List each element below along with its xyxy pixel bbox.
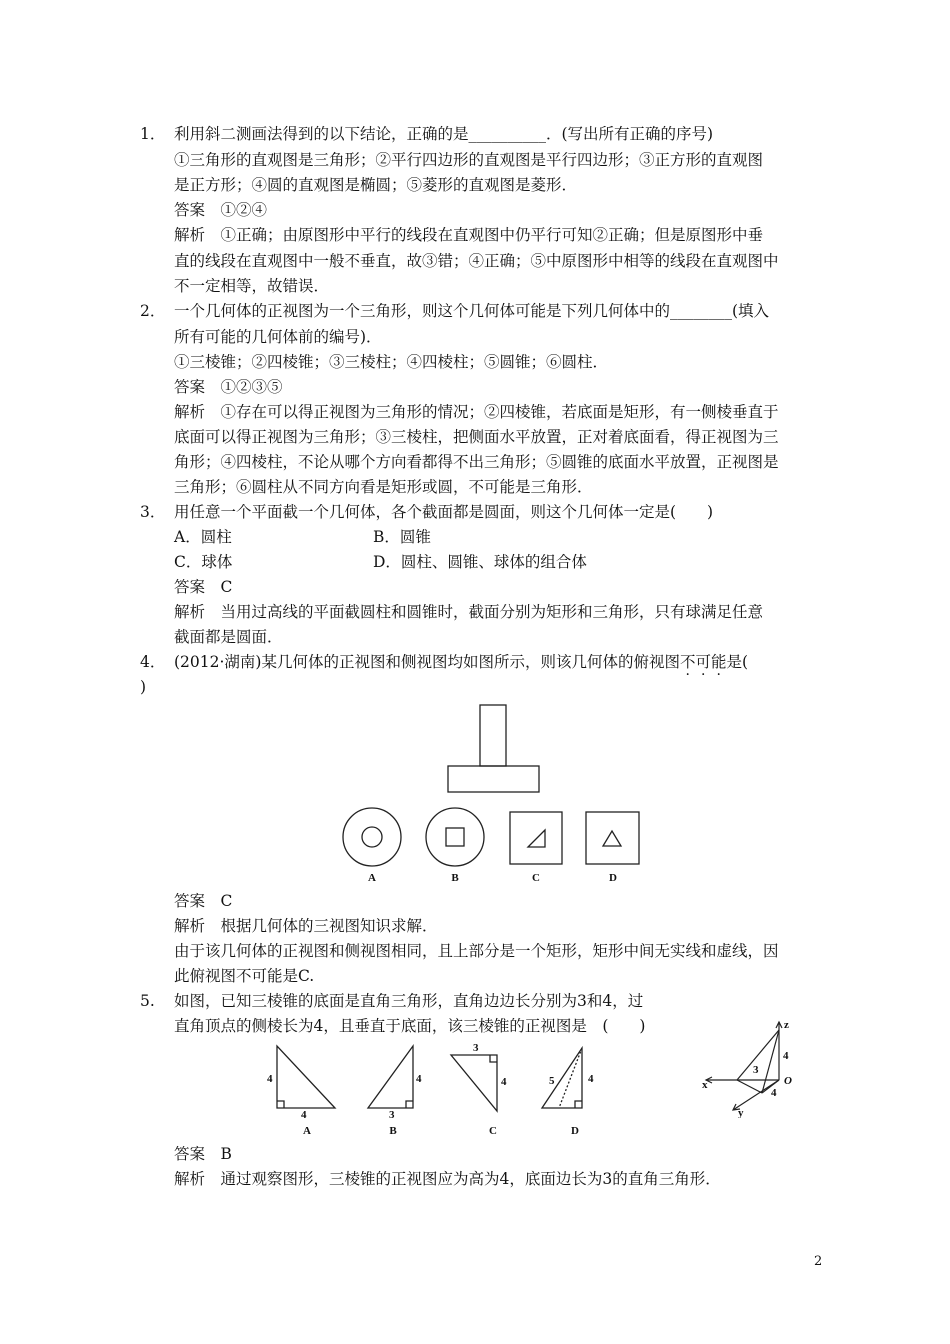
pyramid-edge-label-3: 3: [753, 1064, 759, 1076]
q2-analysis-line-4: 三角形；⑥圆柱从不同方向看是矩形或圆，不可能是三角形．: [174, 478, 593, 496]
q3-number: 3．: [140, 503, 166, 521]
q3-option-a: A．圆柱: [174, 528, 232, 546]
q4-stem-prefix: (2012·湖南)某几何体的正视图和侧视图均如图所示，则该几何体的俯视图: [174, 653, 680, 671]
q4-stem-line-2: ): [140, 678, 147, 696]
q5-c-top-label: 3: [473, 1042, 479, 1054]
q2-analysis-line-1: 解析 ①存在可以得正视图为三角形的情况；②四棱锥，若底面是矩形，有一侧棱垂直于: [174, 403, 779, 421]
q5-option-c-right-angle: [490, 1055, 497, 1062]
q1-analysis-line-1: 解析 ①正确；由原图形中平行的线段在直观图中仍平行可知②正确；但是原图形中垂: [174, 226, 764, 244]
q5-option-b-right-angle: [406, 1101, 413, 1108]
pyramid-edge-label-4b: 4: [771, 1087, 777, 1099]
q5-option-d-right-angle: [575, 1101, 582, 1108]
q5-option-b-triangle: [368, 1046, 413, 1108]
q1-stem-line-3: 是正方形；④圆的直观图是椭圆；⑤菱形的直观图是菱形．: [174, 176, 578, 194]
q2-stem-line-2: 所有可能的几何体前的编号)．: [174, 328, 382, 346]
q3-analysis-line-2: 截面都是圆面．: [174, 628, 283, 646]
q5-analysis: 解析 通过观察图形，三棱锥的正视图应为高为4，底面边长为3的直角三角形．: [174, 1170, 721, 1188]
q4-emph-char-2: 可: [695, 653, 712, 671]
q1-analysis-line-3: 不一定相等，故错误．: [174, 277, 330, 295]
q3-option-c: C．球体: [174, 553, 233, 571]
q4-stem-suffix: 是(: [726, 653, 749, 671]
q5-option-a-right-angle: [277, 1101, 284, 1108]
q4-stem-line-1: [174, 652, 748, 672]
q5-d-hyp-label: 5: [549, 1075, 555, 1087]
y-axis-label: y: [738, 1107, 744, 1118]
q1-analysis-line-2: 直的线段在直观图中一般不垂直，故③错；④正确；⑤中原图形中相等的线段在直观图中: [174, 252, 779, 270]
q5-fig-label-c: C: [489, 1125, 497, 1137]
q4-fig-label-c: C: [532, 872, 540, 884]
q5-fig-label-b: B: [389, 1125, 397, 1137]
q5-option-c-triangle: [451, 1055, 497, 1111]
q5-a-base-label: 4: [301, 1109, 307, 1121]
q5-b-side-label: 4: [416, 1073, 422, 1085]
q4-number: 4．: [140, 653, 166, 671]
q2-stem-line-1: 一个几何体的正视图为一个三角形，则这个几何体可能是下列几何体中的________(填入: [174, 302, 770, 320]
q3-option-d: D．圆柱、圆锥、球体的组合体: [373, 553, 587, 571]
q4-fig-label-a: A: [368, 872, 376, 884]
q2-stem-line-3: ①三棱锥；②四棱锥；③三棱柱；④四棱柱；⑤圆锥；⑥圆柱．: [174, 353, 609, 371]
q1-number: 1．: [140, 125, 166, 143]
q4-option-c-triangle: [528, 830, 545, 847]
z-axis-label: z: [784, 1019, 789, 1031]
q5-fig-label-a: A: [303, 1125, 311, 1137]
q4-answer: 答案 C: [174, 892, 233, 910]
q4-analysis-line-3: 此俯视图不可能是C.: [174, 967, 315, 985]
q5-option-a-triangle: [277, 1046, 335, 1108]
q4-emph-char-3: 能: [711, 653, 727, 671]
pyramid-edge-label-4a: 4: [783, 1050, 789, 1062]
q4-option-d-square: [586, 812, 639, 864]
q5-number: 5.: [140, 992, 155, 1010]
q4-analysis-line-1: 解析 根据几何体的三视图知识求解．: [174, 917, 438, 935]
q3-option-b: B．圆锥: [373, 528, 431, 546]
q1-answer: 答案 ①②④: [174, 201, 268, 219]
q3-answer: 答案 C: [174, 578, 233, 596]
origin-label: O: [784, 1075, 792, 1087]
q5-options-figure: [255, 1038, 615, 1138]
q1-stem-line-2: ①三角形的直观图是三角形；②平行四边形的直观图是平行四边形；③正方形的直观图: [174, 151, 764, 169]
q4-front-view-base-rect: [448, 766, 539, 792]
q4-front-view-top-rect: [480, 705, 506, 766]
q4-emph-char-1: 不: [679, 653, 696, 671]
q4-figure: [330, 700, 660, 890]
q2-analysis-line-2: 底面可以得正视图为三角形；③三棱柱，把侧面水平放置，正对着底面看，得正视图为三: [174, 428, 779, 446]
q4-option-c-square: [510, 812, 562, 864]
q2-answer: 答案 ①②③⑤: [174, 378, 283, 396]
q3-analysis-line-1: 解析 当用过高线的平面截圆柱和圆锥时，截面分别为矩形和三角形，只有球满足任意: [174, 603, 764, 621]
q4-option-a-outer-circle: [343, 808, 401, 866]
q4-fig-label-d: D: [609, 872, 617, 884]
q4-option-b-inner-square: [446, 828, 464, 846]
q5-d-side-label: 4: [588, 1073, 594, 1085]
q4-option-b-outer-circle: [426, 808, 484, 866]
q2-number: 2．: [140, 302, 166, 320]
q4-option-a-inner-circle: [362, 827, 382, 847]
q5-b-base-label: 3: [389, 1109, 395, 1121]
q5-fig-label-d: D: [571, 1125, 579, 1137]
x-axis-label: x: [702, 1079, 708, 1091]
q5-stem-line-2: 直角顶点的侧棱长为4，且垂直于底面，该三棱锥的正视图是 ( ): [174, 1017, 646, 1035]
q4-option-d-triangle: [603, 831, 621, 846]
q4-fig-label-b: B: [451, 872, 459, 884]
q2-analysis-line-3: 角形；④四棱柱，不论从哪个方向看都得不出三角形；⑤圆锥的底面水平放置，正视图是: [174, 453, 779, 471]
q5-answer: 答案 B: [174, 1145, 232, 1163]
pyramid-edge-3: [737, 1080, 762, 1093]
q5-a-side-label: 4: [267, 1073, 273, 1085]
q4-analysis-line-2: 由于该几何体的正视图和侧视图相同，且上部分是一个矩形，矩形中间无实线和虚线，因: [174, 942, 779, 960]
q5-stem-line-1: 如图，已知三棱锥的底面是直角三角形，直角边边长分别为3和4，过: [174, 992, 644, 1010]
q5-pyramid-figure: [700, 1018, 810, 1118]
page-number: 2: [814, 1254, 823, 1269]
q5-c-side-label: 4: [501, 1076, 507, 1088]
q5-option-d-triangle: [542, 1048, 582, 1108]
q1-stem-line-1: 利用斜二测画法得到的以下结论，正确的是__________．(写出所有正确的序号): [174, 125, 714, 143]
q3-stem: 用任意一个平面截一个几何体，各个截面都是圆面，则这个几何体一定是( ): [174, 503, 714, 521]
